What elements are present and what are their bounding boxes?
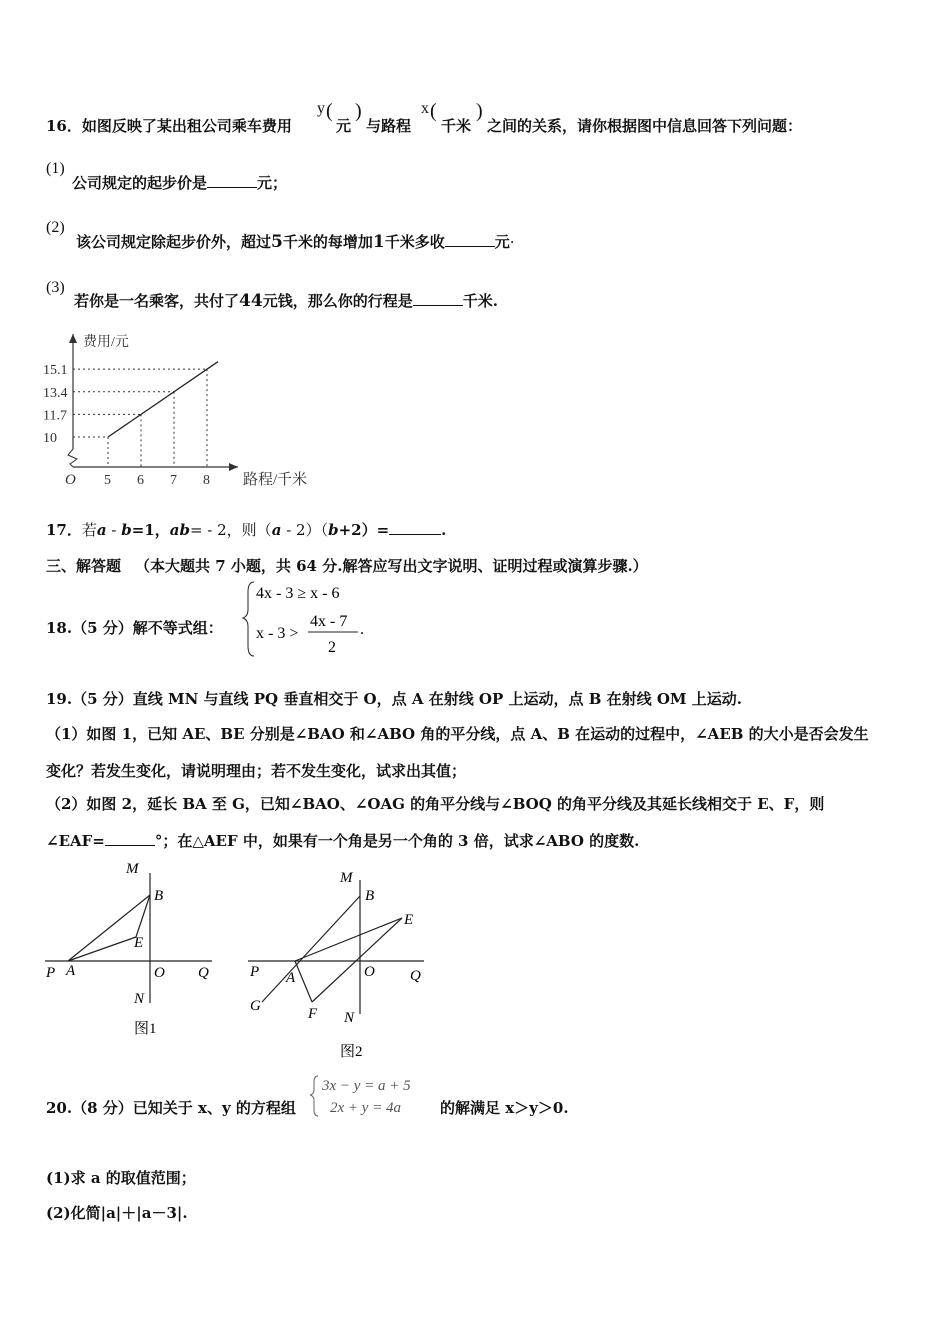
label-N: N bbox=[134, 991, 145, 1007]
q16-part1 bbox=[72, 173, 287, 193]
q17-var-a: a bbox=[96, 521, 107, 539]
label-E: E bbox=[134, 935, 144, 951]
x-axis-arrow bbox=[229, 463, 238, 471]
segment-AE bbox=[295, 918, 402, 961]
q16-part3-unit: 千米. bbox=[462, 292, 498, 310]
y-axis-label: 费用/元 bbox=[83, 335, 129, 350]
q16-x-var: x bbox=[421, 100, 429, 117]
q18-number: 18. bbox=[46, 619, 73, 637]
q16-part1-text: 公司规定的起步价是 bbox=[72, 174, 208, 192]
label-F: F bbox=[308, 1006, 318, 1022]
label-A: A bbox=[66, 963, 76, 979]
q20-score: （8 分） bbox=[72, 1099, 133, 1117]
q18-dot: . bbox=[360, 621, 364, 638]
label-A: A bbox=[286, 970, 296, 986]
label-B: B bbox=[154, 888, 164, 904]
q16-part3-text: 若你是一名乘客，共付了 bbox=[74, 292, 240, 310]
q17-minus: - bbox=[106, 521, 122, 539]
q18-text: 解不等式组： bbox=[132, 619, 223, 637]
label-P: P bbox=[250, 964, 260, 980]
label-N: N bbox=[344, 1010, 355, 1026]
q16-part3 bbox=[74, 291, 498, 311]
segment-AB bbox=[68, 895, 150, 961]
label-G: G bbox=[250, 998, 261, 1014]
fraction-numerator: 4x - 7 bbox=[310, 613, 348, 630]
fraction-denominator: 2 bbox=[328, 639, 336, 656]
q17-var-ab: ab bbox=[169, 521, 190, 539]
axis-break bbox=[68, 449, 77, 467]
y-axis-arrow bbox=[69, 334, 77, 343]
figure-1 bbox=[40, 855, 220, 1045]
q17-var-a2: a bbox=[271, 521, 282, 539]
q16-part2-mid2: 千米多收 bbox=[384, 233, 445, 251]
q16-y-var: y bbox=[317, 100, 325, 117]
segment-AE bbox=[68, 937, 136, 961]
inequality-2-lhs: x - 3 > bbox=[256, 625, 299, 642]
label-E: E bbox=[404, 912, 414, 928]
q20-line bbox=[46, 1098, 296, 1118]
q20-intro: 已知关于 x、y 的方程组 bbox=[132, 1099, 296, 1117]
q20-number: 20. bbox=[46, 1099, 73, 1117]
section-note: （本大题共 7 小题，共 64 分.解答应写出文字说明、证明过程或演算步骤.） bbox=[135, 557, 648, 575]
q18-line bbox=[46, 618, 223, 638]
q16-line bbox=[46, 116, 292, 136]
figure-2-caption: 图2 bbox=[340, 1044, 363, 1060]
answer-blank bbox=[105, 831, 155, 846]
q17-eq1: =1， bbox=[131, 521, 170, 539]
q16-part3-label: (3) bbox=[46, 279, 65, 296]
q17-period: . bbox=[441, 521, 447, 539]
q16-intro: 如图反映了某出租公司乘车费用 bbox=[81, 117, 292, 135]
segment-FE bbox=[312, 918, 402, 1002]
fare-chart bbox=[40, 328, 308, 498]
q16-part2-num1: 1 bbox=[372, 232, 385, 252]
q18-inequality-system bbox=[240, 578, 380, 660]
origin-label: O bbox=[65, 472, 76, 488]
q16-part3-num: 44 bbox=[239, 291, 263, 311]
q16-part1-label: (1) bbox=[46, 160, 65, 177]
q17-number: 17． bbox=[46, 521, 82, 539]
q17-line bbox=[46, 520, 446, 540]
q17-minus2: - 2）（ bbox=[281, 521, 329, 539]
q19-part1-line1: （1）如图 1，已知 AE、BE 分别是∠BAO 和∠ABO 角的平分线，点 A、B 在运动的过程中，∠AEB 的大小是否会发生 bbox=[46, 725, 869, 743]
q19-line bbox=[46, 689, 742, 709]
q16-mid-text: 与路程 bbox=[366, 117, 412, 135]
q19-angle-label: ∠EAF= bbox=[46, 832, 105, 850]
equation-2: 2x + y = 4a bbox=[330, 1100, 402, 1116]
q19-score: （5 分） bbox=[72, 690, 133, 708]
q20-equation-system bbox=[308, 1072, 438, 1120]
q17-pre: 若 bbox=[81, 521, 97, 539]
figure-1-caption: 图1 bbox=[134, 1021, 157, 1037]
q16-y-unit: 元 bbox=[336, 117, 352, 135]
inequality-1: 4x - 3 ≥ x - 6 bbox=[256, 585, 340, 602]
q16-part2-text: 该公司规定除起步价外，超过 bbox=[76, 233, 272, 251]
left-brace bbox=[243, 582, 254, 656]
q20-part2: (2)化简|a|＋|a－3|. bbox=[46, 1204, 188, 1222]
equation-1: 3x − y = a + 5 bbox=[322, 1078, 411, 1094]
q17-eq2: = - 2，则（ bbox=[189, 521, 272, 539]
q16-paren-close-2: ) bbox=[476, 100, 483, 122]
q17-eq3: +2）= bbox=[338, 521, 390, 539]
label-M: M bbox=[126, 861, 139, 877]
q16-paren-open-2: ( bbox=[430, 100, 437, 122]
q16-paren-close: ) bbox=[355, 100, 362, 122]
answer-blank bbox=[413, 291, 463, 306]
y-tick-label: 15.1 bbox=[43, 363, 68, 379]
x-tick-label: 5 bbox=[104, 473, 111, 488]
q16-part1-unit: 元； bbox=[257, 174, 288, 192]
q16-part2-label: (2) bbox=[46, 219, 65, 236]
x-tick-label: 8 bbox=[203, 473, 210, 488]
label-O: O bbox=[154, 965, 165, 981]
q16-part2-mid: 千米的每增加 bbox=[282, 233, 373, 251]
q19-number: 19. bbox=[46, 690, 73, 708]
section-title: 三、解答题 bbox=[46, 557, 122, 575]
q17-var-b: b bbox=[121, 521, 132, 539]
fare-line bbox=[108, 362, 218, 437]
label-Q: Q bbox=[410, 968, 421, 984]
label-Q: Q bbox=[198, 965, 209, 981]
answer-blank bbox=[207, 173, 257, 188]
section-header bbox=[46, 556, 648, 576]
q18-score: （5 分） bbox=[72, 619, 133, 637]
label-O: O bbox=[364, 964, 375, 980]
q19-part1-line2: 变化？若发生变化，请说明理由；若不发生变化，试求出其值； bbox=[46, 762, 467, 780]
y-tick-label: 11.7 bbox=[43, 408, 67, 424]
q17-var-b2: b bbox=[328, 521, 339, 539]
q16-part2: 该公司规定除起步价外，超过5千米的每增加1千米多收 元· bbox=[76, 232, 515, 252]
figure-2 bbox=[240, 862, 440, 1067]
q19-intro: 直线 MN 与直线 PQ 垂直相交于 O，点 A 在射线 OP 上运动，点 B 在射线 OM 上运动. bbox=[132, 690, 742, 708]
label-P: P bbox=[46, 965, 56, 981]
q19-part2-rest: °；在△AEF 中，如果有一个角是另一个角的 3 倍，试求∠ABO 的度数. bbox=[154, 832, 640, 850]
left-brace bbox=[310, 1076, 318, 1116]
label-B: B bbox=[365, 888, 375, 904]
q16-part3-mid: 元钱，那么你的行程是 bbox=[262, 292, 413, 310]
q19-part2-line2 bbox=[46, 831, 639, 851]
answer-blank bbox=[445, 232, 495, 247]
y-tick-label: 13.4 bbox=[43, 385, 68, 401]
x-axis-label: 路程/千米 bbox=[243, 472, 308, 488]
y-tick-label: 10 bbox=[43, 431, 57, 446]
q20-condition: 的解满足 x＞y＞0. bbox=[440, 1099, 569, 1117]
label-M: M bbox=[340, 870, 353, 886]
line-GB bbox=[262, 896, 360, 1002]
q16-x-unit: 千米 bbox=[441, 117, 472, 135]
q16-paren-open: ( bbox=[326, 100, 333, 122]
q16-part2-unit: 元 bbox=[494, 233, 510, 251]
q16-number: 16． bbox=[46, 117, 82, 135]
q19-part2-line1: （2）如图 2，延长 BA 至 G，已知∠BAO、∠OAG 的角平分线与∠BOQ 的角平分线及其延长线相交于 E、F，则 bbox=[46, 795, 825, 813]
answer-blank bbox=[389, 520, 441, 535]
x-tick-label: 7 bbox=[170, 473, 177, 488]
segment-AF bbox=[295, 961, 312, 1002]
x-tick-label: 6 bbox=[137, 473, 144, 488]
q16-part2-num: 5 bbox=[271, 232, 283, 252]
q20-part1: (1)求 a 的取值范围； bbox=[46, 1169, 196, 1187]
q16-post-text: 之间的关系，请你根据图中信息回答下列问题： bbox=[487, 117, 803, 135]
